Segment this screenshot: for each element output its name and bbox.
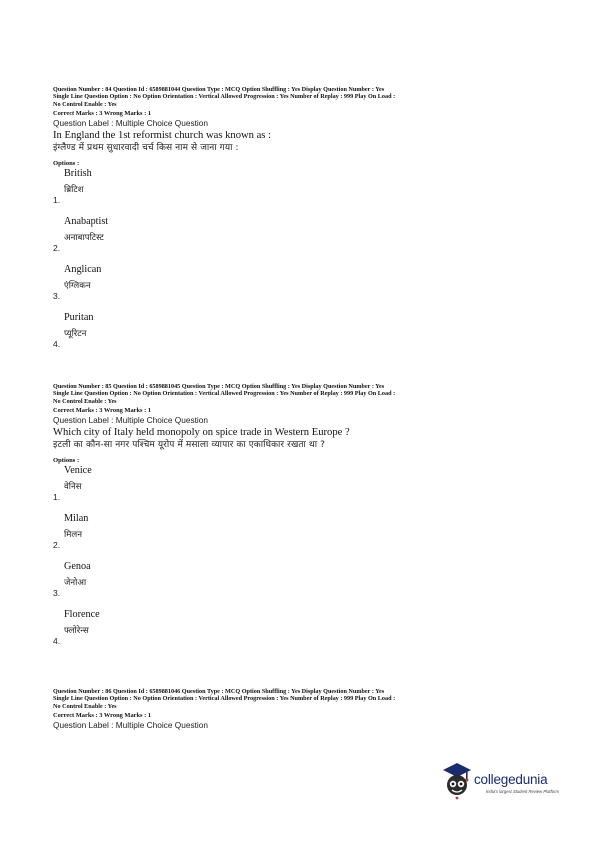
- options-heading: Options :: [53, 457, 80, 465]
- option-text-hindi: एंग्लिकन: [64, 281, 91, 292]
- question-label: Question Label : Multiple Choice Question: [53, 415, 208, 426]
- meta-line: Single Line Question Option : No Option Orientation : Vertical Allowed Progression : Yes Number of Replay : 999 Play On Load :: [53, 390, 396, 398]
- question-label: Question Label : Multiple Choice Question: [53, 720, 208, 731]
- option-text-hindi: फ्लोरेन्स: [64, 626, 89, 637]
- meta-line: Question Number : 86 Question Id : 6589881046 Question Type : MCQ Option Shuffling : Yes Display Question Number : Yes: [53, 688, 385, 695]
- option-2[interactable]: [53, 216, 553, 264]
- option-text-hindi: मिलन: [64, 530, 82, 541]
- option-text-english: Genoa: [64, 561, 91, 573]
- option-number: 3.: [53, 588, 61, 599]
- option-1[interactable]: [53, 465, 553, 513]
- question-marks: Correct Marks : 3 Wrong Marks : 1: [53, 712, 152, 720]
- question-meta: [53, 688, 553, 710]
- option-2[interactable]: [53, 513, 553, 561]
- option-number: 3.: [53, 291, 61, 302]
- option-text-hindi: ब्रिटिश: [64, 185, 84, 196]
- graduation-cap-mascot-icon: [440, 760, 474, 800]
- option-4[interactable]: [53, 312, 553, 360]
- option-text-english: Anglican: [64, 264, 102, 276]
- option-text-hindi: अनाबापटिस्ट: [64, 233, 104, 244]
- logo-tagline: India's largest Student Review Platform: [486, 789, 559, 794]
- option-number: 4.: [53, 636, 61, 647]
- question-84: [53, 86, 553, 360]
- question-meta: [53, 383, 553, 405]
- option-3[interactable]: [53, 561, 553, 609]
- collegedunia-logo[interactable]: [440, 758, 580, 808]
- meta-line: Question Number : 84 Question Id : 6589881044 Question Type : MCQ Option Shuffling : Yes Display Question Number : Yes: [53, 86, 385, 93]
- meta-line: Single Line Question Option : No Option Orientation : Vertical Allowed Progression : Yes Number of Replay : 999 Play On Load :: [53, 695, 396, 703]
- question-85: [53, 383, 553, 657]
- logo-wordmark: collegedunia: [474, 772, 548, 787]
- question-meta: [53, 86, 553, 108]
- option-number: 1.: [53, 492, 61, 503]
- question-86: [53, 688, 553, 730]
- option-text-english: Venice: [64, 465, 92, 477]
- question-text-hindi: इंग्लैण्ड में प्रथम सुधारवादी चर्च किस नाम से जाना गया :: [53, 143, 239, 154]
- option-1[interactable]: [53, 168, 553, 216]
- question-text-hindi: इटली का कौन-सा नगर पश्चिम यूरोप में मसाला व्यापार का एकाधिकार रखता था ?: [53, 440, 325, 451]
- option-number: 1.: [53, 195, 61, 206]
- option-text-english: Puritan: [64, 312, 94, 324]
- question-marks: Correct Marks : 3 Wrong Marks : 1: [53, 110, 152, 118]
- meta-line: Single Line Question Option : No Option Orientation : Vertical Allowed Progression : Yes Number of Replay : 999 Play On Load :: [53, 93, 396, 101]
- option-text-english: Florence: [64, 609, 100, 621]
- options-heading: Options :: [53, 160, 80, 168]
- question-text-english: In England the 1st reformist church was known as :: [53, 130, 272, 142]
- option-number: 4.: [53, 339, 61, 350]
- option-text-hindi: वेनिस: [64, 482, 82, 493]
- question-marks: Correct Marks : 3 Wrong Marks : 1: [53, 407, 152, 415]
- option-number: 2.: [53, 540, 61, 551]
- meta-line: No Control Enable : Yes: [53, 702, 117, 710]
- option-text-english: Milan: [64, 513, 89, 525]
- meta-line: No Control Enable : Yes: [53, 100, 117, 108]
- option-3[interactable]: [53, 264, 553, 312]
- option-text-english: Anabaptist: [64, 216, 109, 228]
- option-number: 2.: [53, 243, 61, 254]
- question-text-english: Which city of Italy held monopoly on spice trade in Western Europe ?: [53, 427, 350, 439]
- option-text-hindi: प्यूरिटन: [64, 329, 87, 340]
- meta-line: Question Number : 85 Question Id : 6589881045 Question Type : MCQ Option Shuffling : Yes Display Question Number : Yes: [53, 383, 385, 390]
- option-text-hindi: जेनोआ: [64, 578, 87, 589]
- question-label: Question Label : Multiple Choice Question: [53, 118, 208, 129]
- meta-line: No Control Enable : Yes: [53, 397, 117, 405]
- option-text-english: British: [64, 168, 92, 180]
- option-4[interactable]: [53, 609, 553, 657]
